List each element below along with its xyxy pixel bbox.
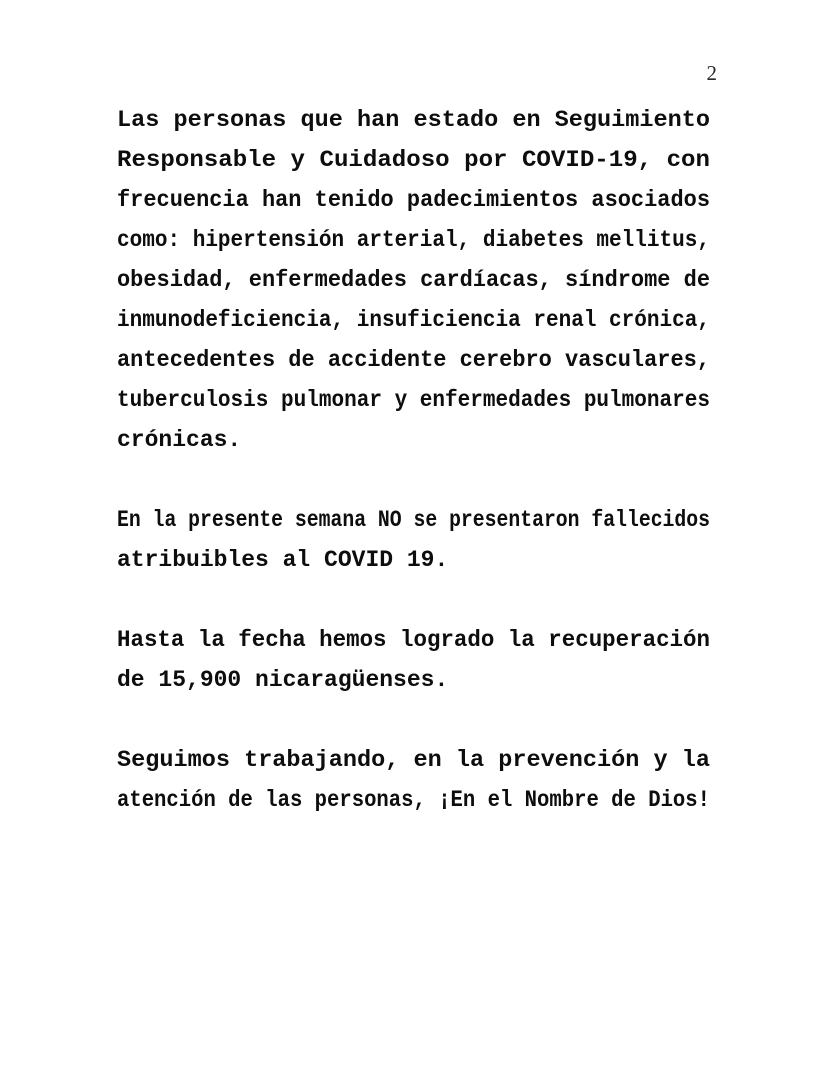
paragraph-gap xyxy=(117,460,710,500)
text-line: antecedentes de accidente cerebro vasculares, xyxy=(117,347,710,373)
text-line: atribuibles al COVID 19. xyxy=(117,547,449,573)
paragraph xyxy=(117,100,710,460)
paragraph-gap xyxy=(117,700,710,740)
text-line: inmunodeficiencia, insuficiencia renal crónica, xyxy=(117,307,710,333)
text-line: obesidad, enfermedades cardíacas, síndrome de xyxy=(117,267,710,293)
text-line: atención de las personas, ¡En el Nombre de Dios! xyxy=(117,787,710,813)
text-line: Las personas que han estado en Seguimiento xyxy=(117,107,710,133)
text-line: Hasta la fecha hemos logrado la recuperación xyxy=(117,627,710,653)
paragraph xyxy=(117,740,710,820)
text-line: Seguimos trabajando, en la prevención y la xyxy=(117,747,710,773)
text-line: tuberculosis pulmonar y enfermedades pulmonares xyxy=(117,387,710,413)
text-line: de 15,900 nicaragüenses. xyxy=(117,667,449,693)
paragraph-gap xyxy=(117,580,710,620)
paragraph xyxy=(117,500,710,580)
text-line: En la presente semana NO se presentaron fallecidos xyxy=(117,507,710,533)
document-body xyxy=(117,100,710,820)
text-line: frecuencia han tenido padecimientos asociados xyxy=(117,187,710,213)
text-line: crónicas. xyxy=(117,427,242,453)
text-line: Responsable y Cuidadoso por COVID-19, con xyxy=(117,147,710,173)
page-number: 2 xyxy=(706,61,717,85)
paragraph xyxy=(117,620,710,700)
text-line: como: hipertensión arterial, diabetes mellitus, xyxy=(117,227,710,253)
